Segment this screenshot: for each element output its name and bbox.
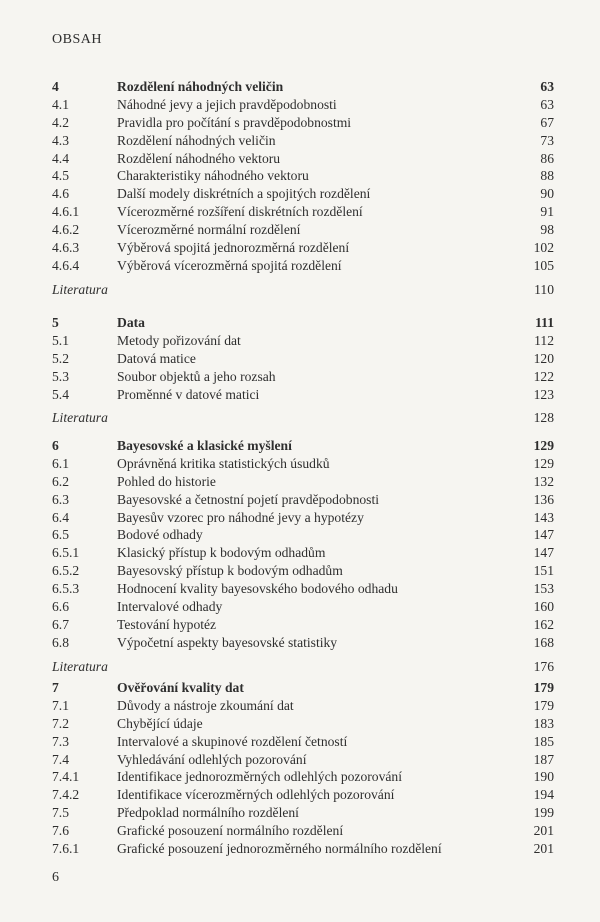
toc-entry[interactable]	[52, 368, 554, 386]
literature-page: 128	[533, 410, 554, 426]
entry-page: 201	[533, 823, 554, 839]
entry-page: 132	[533, 473, 554, 489]
toc-entry[interactable]	[52, 526, 554, 544]
entry-page: 153	[533, 581, 554, 597]
entry-num: 6.6	[52, 599, 69, 615]
entry-title: Výběrová vícerozměrná spojitá rozdělení	[117, 257, 342, 273]
entry-num: 6.2	[52, 473, 69, 489]
entry-num: 7.1	[52, 697, 69, 713]
entry-title: Pravidla pro počítání s pravděpodobnostmi	[117, 114, 352, 130]
entry-page: 122	[533, 368, 554, 384]
entry-title: Identifikace jednorozměrných odlehlých pozorování	[117, 769, 402, 785]
toc-entry[interactable]	[52, 350, 554, 368]
entry-num: 5.3	[52, 368, 69, 384]
entry-page: 151	[533, 563, 554, 579]
toc-entry[interactable]	[52, 562, 554, 580]
entry-page: 136	[533, 491, 554, 507]
toc-entry[interactable]	[52, 544, 554, 562]
toc-entry[interactable]	[52, 634, 554, 652]
entry-page: 67	[540, 114, 554, 130]
entry-title: Identifikace vícerozměrných odlehlých pozorování	[117, 787, 395, 803]
entry-title: Předpoklad normálního rozdělení	[117, 805, 299, 821]
entry-title: Rozdělení náhodných veličin	[117, 79, 284, 94]
entry-num: 4.6.2	[52, 222, 80, 238]
entry-page: 63	[540, 96, 554, 112]
entry-title: Bayesovský přístup k bodovým odhadům	[117, 563, 343, 579]
toc-entry[interactable]	[52, 786, 554, 804]
entry-page: 199	[533, 805, 554, 821]
entry-title: Důvody a nástroje zkoumání dat	[117, 697, 294, 713]
entry-num: 4.1	[52, 96, 69, 112]
entry-num: 7.4	[52, 751, 69, 767]
entry-num: 5.2	[52, 350, 69, 366]
toc-entry[interactable]	[52, 167, 554, 185]
entry-page: 73	[540, 132, 554, 148]
toc-entry[interactable]	[52, 697, 554, 715]
entry-num: 5.4	[52, 386, 69, 402]
entry-title: Bayesův vzorec pro náhodné jevy a hypotézy	[117, 509, 364, 525]
entry-num: 6	[52, 438, 59, 453]
toc-entry[interactable]	[52, 491, 554, 509]
entry-page: 179	[533, 680, 554, 695]
toc-entry[interactable]	[52, 239, 554, 257]
entry-num: 4.3	[52, 132, 69, 148]
toc-literature-entry[interactable]	[52, 409, 554, 427]
entry-num: 6.5.2	[52, 563, 80, 579]
entry-page: 187	[533, 751, 554, 767]
entry-num: 4.4	[52, 150, 69, 166]
entry-num: 6.7	[52, 616, 69, 632]
toc-entry[interactable]	[52, 715, 554, 733]
entry-page: 194	[533, 787, 554, 803]
toc-entry[interactable]	[52, 473, 554, 491]
entry-page: 190	[533, 769, 554, 785]
toc-entry[interactable]	[52, 768, 554, 786]
entry-title: Ověřování kvality dat	[117, 680, 244, 695]
toc-entry[interactable]	[52, 455, 554, 473]
toc-entry[interactable]	[52, 509, 554, 527]
toc-entry[interactable]	[52, 616, 554, 634]
entry-title: Klasický přístup k bodovým odhadům	[117, 545, 326, 561]
entry-page: 105	[533, 257, 554, 273]
entry-page: 147	[533, 527, 554, 543]
entry-num: 6.4	[52, 509, 69, 525]
toc-entry[interactable]	[52, 185, 554, 203]
entry-page: 201	[533, 841, 554, 857]
entry-num: 6.3	[52, 491, 69, 507]
entry-num: 5.1	[52, 332, 69, 348]
entry-page: 111	[535, 315, 554, 330]
entry-title: Testování hypotéz	[117, 616, 217, 632]
entry-num: 7.2	[52, 715, 69, 731]
toc-literature-entry[interactable]	[52, 281, 554, 299]
entry-page: 88	[540, 168, 554, 184]
entry-title: Bayesovské a četnostní pojetí pravděpodobnosti	[117, 491, 380, 507]
toc-entry[interactable]	[52, 203, 554, 221]
toc-literature-entry[interactable]	[52, 658, 554, 676]
toc-entry[interactable]	[52, 96, 554, 114]
entry-num: 6.8	[52, 634, 69, 650]
entry-page: 91	[540, 204, 554, 220]
entry-title: Metody pořizování dat	[117, 332, 241, 348]
entry-title: Hodnocení kvality bayesovského bodového odhadu	[117, 581, 398, 597]
entry-page: 162	[533, 616, 554, 632]
literature-page: 176	[533, 658, 554, 674]
entry-title: Vícerozměrné rozšíření diskrétních rozdělení	[117, 204, 363, 220]
entry-num: 4	[52, 79, 59, 94]
entry-num: 6.5	[52, 527, 69, 543]
toc-entry[interactable]	[52, 733, 554, 751]
entry-num: 7.6.1	[52, 841, 80, 857]
entry-title: Proměnné v datové matici	[117, 386, 260, 402]
entry-num: 6.5.1	[52, 545, 80, 561]
toc-section	[52, 437, 554, 676]
toc-entry[interactable]	[52, 598, 554, 616]
toc-entry[interactable]	[52, 132, 554, 150]
toc-section	[52, 314, 554, 427]
entry-page: 98	[540, 222, 554, 238]
entry-num: 7.6	[52, 823, 69, 839]
toc-chapter-entry[interactable]	[52, 314, 554, 332]
entry-title: Rozdělení náhodných veličin	[117, 132, 276, 148]
entry-num: 7.4.2	[52, 787, 80, 803]
entry-page: 86	[540, 150, 554, 166]
entry-page: 102	[533, 240, 554, 256]
entry-page: 90	[540, 186, 554, 202]
entry-page: 129	[533, 438, 554, 453]
toc-chapter-entry[interactable]	[52, 679, 554, 697]
entry-page: 143	[533, 509, 554, 525]
toc-entry[interactable]	[52, 150, 554, 168]
entry-num: 7.4.1	[52, 769, 80, 785]
entry-title: Oprávněná kritika statistických úsudků	[117, 455, 330, 471]
toc-entry[interactable]	[52, 580, 554, 598]
entry-page: 129	[533, 455, 554, 471]
entry-num: 4.6	[52, 186, 69, 202]
entry-page: 185	[533, 733, 554, 749]
toc-entry[interactable]	[52, 221, 554, 239]
entry-page: 112	[534, 332, 554, 348]
toc-entry[interactable]	[52, 257, 554, 275]
entry-page: 63	[540, 79, 554, 94]
entry-title: Data	[117, 315, 145, 330]
entry-title: Výpočetní aspekty bayesovské statistiky	[117, 634, 338, 650]
toc-entry[interactable]	[52, 751, 554, 769]
entry-num: 4.2	[52, 114, 69, 130]
toc-chapter-entry[interactable]	[52, 437, 554, 455]
entry-page: 120	[533, 350, 554, 366]
entry-title: Bodové odhady	[117, 527, 203, 543]
entry-title: Výběrová spojitá jednorozměrná rozdělení	[117, 240, 350, 256]
entry-title: Grafické posouzení jednorozměrného normálního rozdělení	[117, 841, 442, 857]
entry-num: 6.1	[52, 455, 69, 471]
entry-title: Soubor objektů a jeho rozsah	[117, 368, 276, 384]
entry-title: Charakteristiky náhodného vektoru	[117, 168, 309, 184]
entry-title: Vyhledávání odlehlých pozorování	[117, 751, 307, 767]
entry-title: Další modely diskrétních a spojitých rozdělení	[117, 186, 371, 202]
entry-page: 168	[533, 634, 554, 650]
entry-page: 147	[533, 545, 554, 561]
entry-num: 7	[52, 680, 59, 695]
entry-page: 160	[533, 599, 554, 615]
entry-num: 4.6.1	[52, 204, 80, 220]
entry-title: Vícerozměrné normální rozdělení	[117, 222, 301, 238]
entry-title: Intervalové a skupinové rozdělení četností	[117, 733, 348, 749]
toc-entry[interactable]	[52, 386, 554, 404]
entry-title: Grafické posouzení normálního rozdělení	[117, 823, 344, 839]
entry-title: Datová matice	[117, 350, 196, 366]
entry-title: Pohled do historie	[117, 473, 216, 489]
entry-page: 179	[533, 697, 554, 713]
toc-entry[interactable]	[52, 332, 554, 350]
literature-page: 110	[534, 281, 554, 297]
toc-chapter-entry[interactable]	[52, 78, 554, 96]
entry-title: Chybějící údaje	[117, 715, 203, 731]
toc-entry[interactable]	[52, 840, 554, 858]
toc-section	[52, 679, 554, 858]
entry-page: 123	[533, 386, 554, 402]
entry-num: 7.5	[52, 805, 69, 821]
entry-title: Rozdělení náhodného vektoru	[117, 150, 281, 166]
entry-num: 6.5.3	[52, 581, 80, 597]
literature-title: Literatura	[52, 281, 108, 297]
entry-title: Bayesovské a klasické myšlení	[117, 438, 292, 453]
entry-num: 4.5	[52, 168, 69, 184]
toc-section	[52, 78, 554, 299]
literature-title: Literatura	[52, 658, 108, 674]
entry-num: 4.6.3	[52, 240, 80, 256]
entry-page: 183	[533, 715, 554, 731]
entry-num: 4.6.4	[52, 257, 80, 273]
page-number: 6	[52, 870, 59, 885]
toc-entry[interactable]	[52, 822, 554, 840]
toc-entry[interactable]	[52, 804, 554, 822]
entry-num: 5	[52, 315, 59, 330]
entry-num: 7.3	[52, 733, 69, 749]
entry-title: Intervalové odhady	[117, 599, 223, 615]
running-head: OBSAH	[52, 32, 102, 47]
toc-entry[interactable]	[52, 114, 554, 132]
literature-title: Literatura	[52, 410, 108, 426]
entry-title: Náhodné jevy a jejich pravděpodobnosti	[117, 96, 337, 112]
